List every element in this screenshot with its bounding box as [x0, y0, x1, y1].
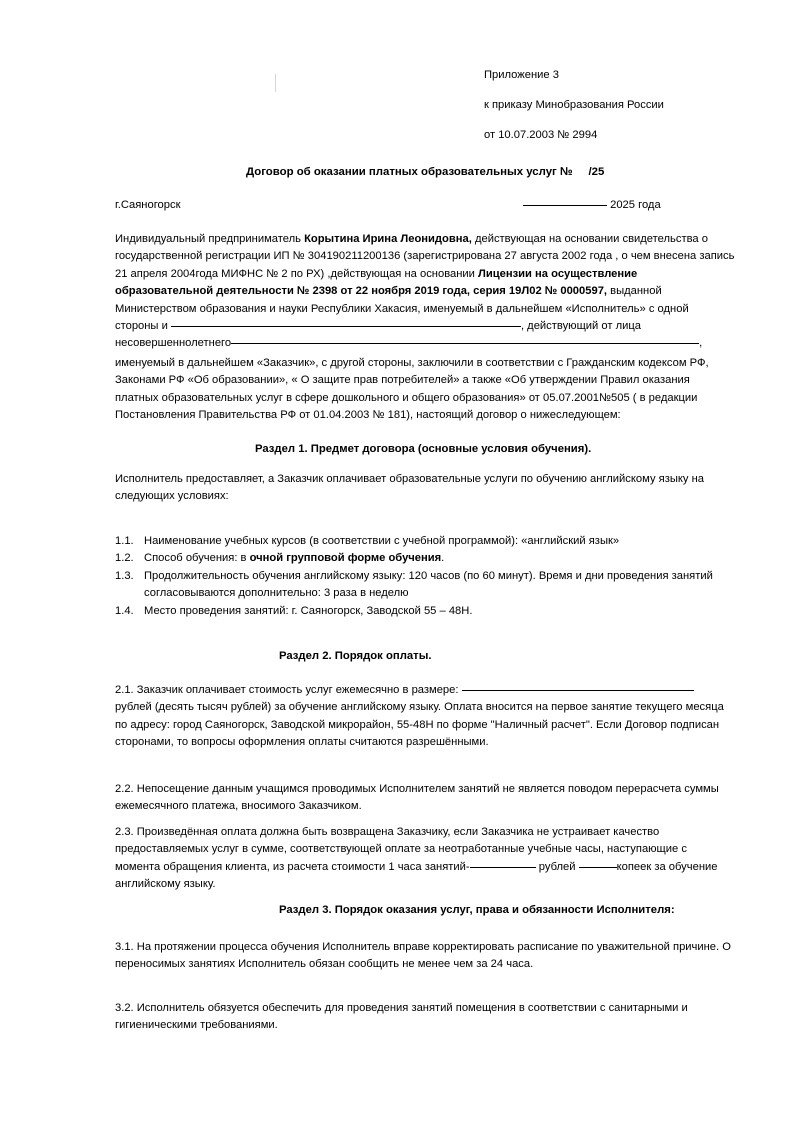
clause-2-2: 2.2. Непосещение данным учащимся проводимых Исполнителем занятий не является поводом перерасчета суммы ежемесячного платежа, вносимого Заказчиком.: [115, 783, 719, 813]
preamble-text-3: выданной Министерством образования и науки Республики Хакасия, именуемый в дальнейшем «Исполнитель» с одной стороны и: [115, 285, 689, 333]
preamble-parties-paragraph: [115, 231, 735, 353]
clause-2-3-text-2: рублей: [535, 860, 579, 873]
clause-2-3: [115, 824, 735, 894]
provider-name: Корытина Ирина Леонидовна,: [304, 233, 472, 245]
appendix-number: Приложение 3: [484, 69, 559, 81]
city-label: г.Саяногорск: [115, 199, 181, 211]
preamble-text-4: , действующий от лица несовершеннолетнего: [115, 320, 641, 350]
customer-name-blank-rule[interactable]: [171, 326, 521, 327]
appendix-order-date: от 10.07.2003 № 2994: [484, 129, 598, 142]
minor-name-blank-rule[interactable]: [231, 343, 699, 344]
list-item-text: Место проведения занятий: г. Саяногорск, Заводской 55 – 48Н.: [144, 604, 473, 617]
page-tick-mark: [275, 74, 276, 92]
hour-rate-kopeks-blank-rule[interactable]: [579, 867, 617, 868]
date-year-label: 2025 года: [610, 199, 661, 211]
section-2-heading: Раздел 2. Порядок оплаты.: [279, 650, 432, 662]
list-item-number: 1.4.: [115, 604, 134, 617]
list-item-text-tail: .: [441, 552, 445, 565]
clause-2-1-text-1: 2.1. Заказчик оплачивает стоимость услуг ежемесячно в размере:: [115, 684, 462, 696]
license-details: Лицензии на осуществление образовательной деятельности № 2398 от 22 ноября 2019 года, серия 19Л02 № 0000597,: [115, 267, 638, 298]
section-1-heading: Раздел 1. Предмет договора (основные условия обучения).: [255, 443, 592, 455]
list-item: [115, 568, 735, 603]
list-item-text: Способ обучения: в: [144, 552, 250, 565]
clause-2-3-text-1: 2.3. Произведённая оплата должна быть возвращена Заказчику, если Заказчика не устраивает качество предоставляемых услуг в сумме, соответствующей оплате за неотработанные учебные часы, наступающие с момента обращения клиента, из расчета стоимости 1 часа занятий-: [115, 826, 687, 873]
monthly-amount-blank-rule[interactable]: [462, 690, 694, 691]
section-3-heading: Раздел 3. Порядок оказания услуг, права и обязанности Исполнителя:: [279, 904, 675, 916]
list-item-text: Продолжительность обучения английскому языку: 120 часов (по 60 минут). Время и дни проведения занятий согласовываются дополнительно: 3 раза в неделю: [144, 569, 713, 600]
preamble-text-2: действующая на основании свидетельства о государственной регистрации ИП № 304190211200136 (зарегистрирована 27 августа 2002 года , о чем внесена запись 21 апреля 2004года МИФНС № 2 по РХ) ,действующая на основании: [115, 233, 735, 280]
date-field: [523, 199, 661, 211]
list-item: [115, 533, 735, 550]
list-item: [115, 550, 735, 567]
list-item: [115, 603, 735, 620]
list-item-number: 1.1.: [115, 535, 134, 547]
preamble-text-1: Индивидуальный предприниматель: [115, 233, 305, 245]
hour-rate-rubles-blank-rule[interactable]: [470, 867, 536, 868]
clause-2-1: [115, 682, 735, 752]
preamble-legal-basis-paragraph: именуемый в дальнейшем «Заказчик», с другой стороны, заключили в соответствии с Гражданским кодексом РФ, Законами РФ «Об образовании», « О защите прав потребителей» а также «Об утверждении Правил оказания платных образовательных услуг в сфере дошкольного и общего образования» от 05.07.2001№505 ( в редакции Постановления Правительства РФ от 01.04.2003 № 181), настоящий договор о нижеследующем:: [115, 357, 709, 422]
list-item-emphasis: очной групповой форме обучения: [249, 552, 442, 565]
date-blank-rule[interactable]: [523, 205, 607, 206]
clause-2-1-text-2: рублей (десять тысяч рублей) за обучение английскому языку. Оплата вносится на первое занятие текущего месяца по адресу: город Саяногорск, Заводской микрорайон, 55-48Н по форме "Наличный расчет". Если Договор подписан сторонами, то вопросы оформления оплаты считаются разрешёнными.: [115, 701, 724, 749]
appendix-header-block: [484, 70, 744, 142]
clause-2-3-text-3: копеек за обучение английскому языку.: [115, 860, 718, 891]
clause-3-2: 3.2. Исполнитель обязуется обеспечить для проведения занятий помещения в соответствии с санитарными и гигиеническими требованиями.: [115, 1002, 688, 1032]
section-1-list: [115, 533, 735, 620]
list-item-number: 1.2.: [115, 552, 134, 565]
preamble-text-5: ,: [699, 337, 703, 350]
list-item-text: Наименование учебных курсов (в соответствии с учебной программой): «английский язык»: [144, 535, 620, 547]
section-1-intro: Исполнитель предоставляет, а Заказчик оплачивает образовательные услуги по обучению английскому языку на следующих условиях:: [115, 473, 704, 503]
clause-3-1: 3.1. На протяжении процесса обучения Исполнитель вправе корректировать расписание по уважительной причине. О переносимых занятиях Исполнитель обязан сообщить не менее чем за 24 часа.: [115, 941, 731, 971]
document-title: Договор об оказании платных образовательных услуг № /25: [246, 166, 605, 178]
list-item-number: 1.3.: [115, 569, 134, 582]
appendix-order-ref: к приказу Минобразования России: [484, 99, 664, 112]
